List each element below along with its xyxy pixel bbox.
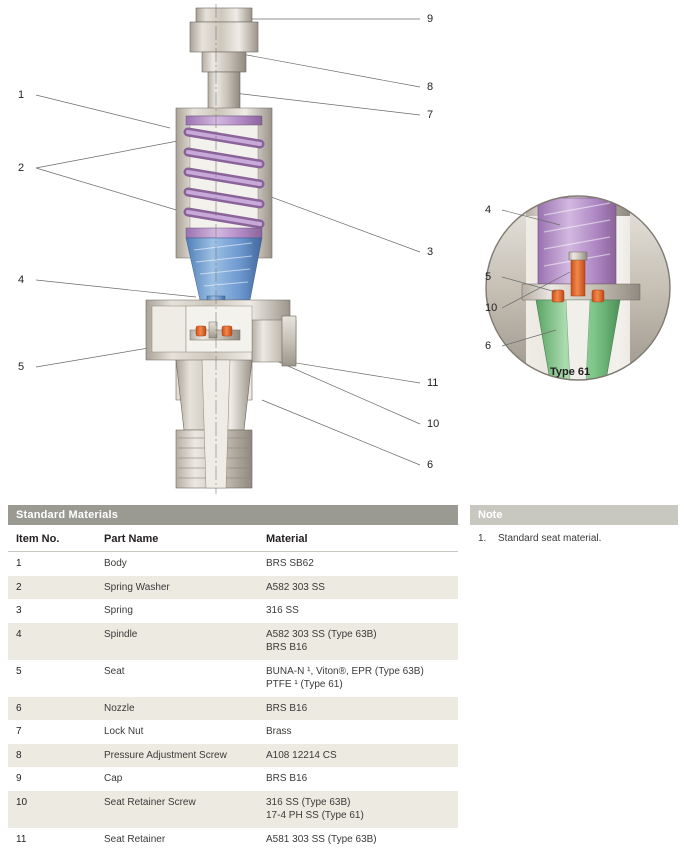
callout-5: 5 xyxy=(18,362,24,373)
table-row xyxy=(8,744,458,768)
column-header-part-name: Part Name xyxy=(96,525,258,552)
cell-item-no: 8 xyxy=(8,744,96,768)
seat-left xyxy=(196,326,206,336)
table-header-row xyxy=(8,525,458,552)
table-row xyxy=(8,791,458,828)
cell-material: A582 303 SS (Type 63B) BRS B16 xyxy=(258,623,458,660)
inset-caption: Type 61 xyxy=(550,366,590,378)
cell-part-name: Seat xyxy=(96,660,258,697)
cell-item-no: 6 xyxy=(8,697,96,721)
cell-part-name: Seat Retainer xyxy=(96,828,258,851)
cell-item-no: 5 xyxy=(8,660,96,697)
cell-material: BRS B16 xyxy=(258,767,458,791)
table-row xyxy=(8,576,458,600)
cell-material: BUNA-N ¹, Viton®, EPR (Type 63B) PTFE ¹ (Type 61) xyxy=(258,660,458,697)
cell-material: A108 12214 CS xyxy=(258,744,458,768)
table-row xyxy=(8,552,458,576)
cell-part-name: Seat Retainer Screw xyxy=(96,791,258,828)
seat-right xyxy=(222,326,232,336)
callout-10: 10 xyxy=(427,419,439,430)
inset-callout-4: 4 xyxy=(485,205,491,216)
cell-item-no: 3 xyxy=(8,599,96,623)
note-box xyxy=(470,505,678,544)
callout-11: 11 xyxy=(427,378,438,389)
cell-part-name: Spring xyxy=(96,599,258,623)
cell-item-no: 11 xyxy=(8,828,96,851)
note-item-text: Standard seat material. xyxy=(498,533,601,544)
callout-1: 1 xyxy=(18,90,24,101)
table-row xyxy=(8,660,458,697)
cell-material: BRS B16 xyxy=(258,697,458,721)
cell-item-no: 4 xyxy=(8,623,96,660)
cell-item-no: 10 xyxy=(8,791,96,828)
callout-8: 8 xyxy=(427,82,433,93)
table-row xyxy=(8,828,458,851)
callout-2: 2 xyxy=(18,163,24,174)
cell-part-name: Nozzle xyxy=(96,697,258,721)
materials-title: Standard Materials xyxy=(8,505,458,525)
callout-7: 7 xyxy=(427,110,433,121)
callout-4: 4 xyxy=(18,275,24,286)
table-row xyxy=(8,720,458,744)
cell-material: 316 SS xyxy=(258,599,458,623)
standard-materials-table xyxy=(8,505,458,851)
cell-material: BRS SB62 xyxy=(258,552,458,576)
cell-part-name: Pressure Adjustment Screw xyxy=(96,744,258,768)
cell-item-no: 9 xyxy=(8,767,96,791)
table-row xyxy=(8,767,458,791)
note-item-number: 1. xyxy=(478,533,488,544)
cell-part-name: Cap xyxy=(96,767,258,791)
inset-callout-10: 10 xyxy=(485,303,497,314)
cell-part-name: Lock Nut xyxy=(96,720,258,744)
cell-item-no: 2 xyxy=(8,576,96,600)
cell-part-name: Spring Washer xyxy=(96,576,258,600)
note-body xyxy=(470,525,678,544)
callout-3: 3 xyxy=(427,247,433,258)
cell-item-no: 1 xyxy=(8,552,96,576)
note-title: Note xyxy=(470,505,678,525)
spindle-blue xyxy=(186,238,262,300)
table-row xyxy=(8,599,458,623)
table-row xyxy=(8,623,458,660)
callout-9: 9 xyxy=(427,14,433,25)
note-item xyxy=(478,533,670,544)
callout-6: 6 xyxy=(427,460,433,471)
inset-detail-type-61 xyxy=(486,196,670,380)
inset-callout-6: 6 xyxy=(485,341,491,352)
table-row xyxy=(8,697,458,721)
cell-item-no: 7 xyxy=(8,720,96,744)
cell-material: 316 SS (Type 63B) 17-4 PH SS (Type 61) xyxy=(258,791,458,828)
cell-material: Brass xyxy=(258,720,458,744)
cell-material: A581 303 SS (Type 63B) xyxy=(258,828,458,851)
inset-callout-5: 5 xyxy=(485,272,491,283)
column-header-item-no: Item No. xyxy=(8,525,96,552)
column-header-material: Material xyxy=(258,525,458,552)
cell-material: A582 303 SS xyxy=(258,576,458,600)
cell-part-name: Spindle xyxy=(96,623,258,660)
valve-body-main xyxy=(146,4,296,494)
cell-part-name: Body xyxy=(96,552,258,576)
